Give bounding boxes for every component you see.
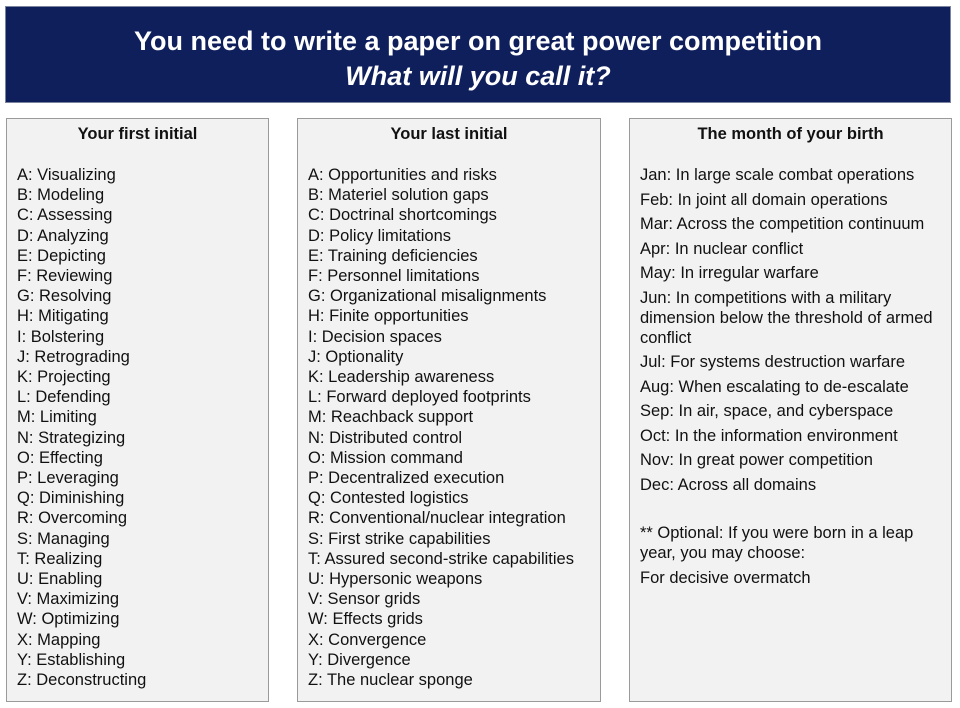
panel-heading: The month of your birth bbox=[697, 125, 884, 143]
panel-heading: Your first initial bbox=[77, 125, 198, 143]
list-item: Jan: In large scale combat operations bbox=[640, 166, 915, 184]
list-item: J: Retrograding bbox=[17, 347, 130, 366]
list-item: Jun: In competitions with a military dimension below the threshold of armed conflict bbox=[640, 288, 933, 347]
list-item: Oct: In the information environment bbox=[640, 426, 898, 445]
list-item: X: Convergence bbox=[308, 630, 427, 649]
list-item: D: Analyzing bbox=[17, 226, 109, 245]
list-item: M: Reachback support bbox=[308, 408, 474, 427]
list-item: O: Effecting bbox=[17, 448, 103, 467]
list-item: Apr: In nuclear conflict bbox=[640, 239, 804, 258]
leap-year-optional-text: ** Optional: If you were born in a leap year, you may choose: bbox=[640, 524, 914, 562]
list-item: S: First strike capabilities bbox=[308, 529, 491, 548]
leap-year-note bbox=[640, 523, 943, 588]
list-item: H: Finite opportunities bbox=[308, 307, 469, 326]
list-item: Z: Deconstructing bbox=[17, 671, 147, 690]
list-item: M: Limiting bbox=[17, 408, 97, 427]
list-item: F: Reviewing bbox=[17, 267, 113, 286]
title-banner bbox=[5, 6, 951, 103]
first-initial-list bbox=[17, 165, 262, 690]
list-item: Jul: For systems destruction warfare bbox=[640, 353, 905, 371]
list-item: G: Organizational misalignments bbox=[308, 287, 547, 306]
leap-year-choice: For decisive overmatch bbox=[640, 568, 811, 587]
list-item: E: Depicting bbox=[17, 246, 106, 265]
list-item: U: Enabling bbox=[17, 570, 103, 589]
first-initial-panel bbox=[6, 118, 269, 702]
birth-month-panel bbox=[629, 118, 952, 702]
list-item: T: Assured second-strike capabilities bbox=[308, 549, 574, 568]
list-item: U: Hypersonic weapons bbox=[308, 570, 483, 589]
banner-title: You need to write a paper on great power competition bbox=[133, 26, 823, 56]
list-item: O: Mission command bbox=[308, 448, 463, 467]
list-item: A: Visualizing bbox=[17, 166, 116, 184]
list-item: N: Distributed control bbox=[308, 428, 463, 447]
list-item: Y: Divergence bbox=[308, 650, 411, 669]
list-item: J: Optionality bbox=[308, 347, 404, 366]
list-item: Q: Contested logistics bbox=[308, 489, 469, 508]
list-item: X: Mapping bbox=[17, 630, 101, 649]
birth-month-list bbox=[640, 165, 945, 499]
list-item: W: Effects grids bbox=[308, 610, 423, 629]
list-item: H: Mitigating bbox=[17, 307, 109, 326]
list-item: R: Overcoming bbox=[17, 509, 128, 528]
list-item: T: Realizing bbox=[17, 549, 103, 568]
list-item: W: Optimizing bbox=[17, 610, 120, 629]
list-item: R: Conventional/nuclear integration bbox=[308, 509, 566, 528]
list-item: Q: Diminishing bbox=[17, 489, 125, 508]
list-item: K: Leadership awareness bbox=[308, 368, 495, 387]
list-item: N: Strategizing bbox=[17, 428, 126, 447]
list-item: G: Resolving bbox=[17, 287, 112, 306]
list-item: D: Policy limitations bbox=[308, 226, 452, 245]
list-item: I: Decision spaces bbox=[308, 327, 442, 346]
list-item: Nov: In great power competition bbox=[640, 451, 873, 469]
panel-heading: Your last initial bbox=[390, 125, 508, 143]
list-item: P: Decentralized execution bbox=[308, 469, 505, 488]
list-item: K: Projecting bbox=[17, 368, 111, 387]
last-initial-panel bbox=[297, 118, 601, 702]
last-initial-list bbox=[308, 165, 594, 690]
list-item: L: Forward deployed footprints bbox=[308, 388, 531, 407]
list-item: B: Modeling bbox=[17, 186, 105, 205]
banner-subtitle: What will you call it? bbox=[345, 61, 611, 91]
list-item: Mar: Across the competition continuum bbox=[640, 215, 925, 233]
list-item: Aug: When escalating to de-escalate bbox=[640, 377, 909, 396]
list-item: Feb: In joint all domain operations bbox=[640, 190, 888, 209]
list-item: I: Bolstering bbox=[17, 327, 105, 346]
list-item: May: In irregular warfare bbox=[640, 264, 819, 282]
list-item: V: Sensor grids bbox=[308, 590, 421, 609]
list-item: C: Doctrinal shortcomings bbox=[308, 206, 497, 225]
list-item: Y: Establishing bbox=[17, 650, 126, 669]
list-item: P: Leveraging bbox=[17, 469, 119, 488]
list-item: S: Managing bbox=[17, 529, 110, 548]
list-item: B: Materiel solution gaps bbox=[308, 186, 489, 205]
list-item: Z: The nuclear sponge bbox=[308, 671, 473, 690]
list-item: C: Assessing bbox=[17, 206, 113, 225]
list-item: A: Opportunities and risks bbox=[308, 166, 497, 184]
list-item: V: Maximizing bbox=[17, 590, 120, 609]
list-item: Sep: In air, space, and cyberspace bbox=[640, 402, 894, 420]
list-item: F: Personnel limitations bbox=[308, 267, 480, 286]
list-item: E: Training deficiencies bbox=[308, 246, 478, 265]
list-item: L: Defending bbox=[17, 388, 111, 407]
list-item: Dec: Across all domains bbox=[640, 475, 817, 494]
